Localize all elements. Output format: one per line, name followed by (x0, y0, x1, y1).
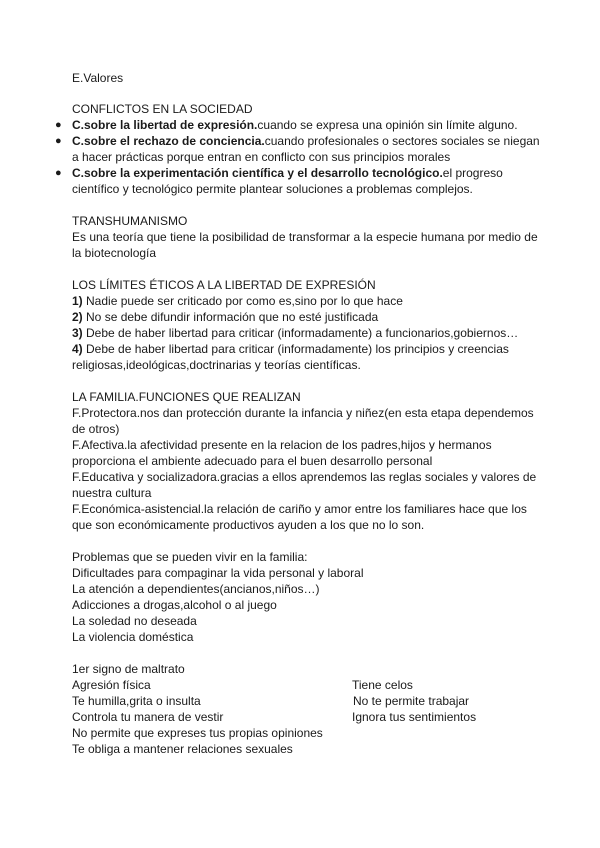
list-item: F.Protectora.nos dan protección durante la infancia y niñez(en esta etapa dependemos de otros) (72, 406, 534, 436)
conflict-title: C.sobre el rechazo de conciencia. (72, 134, 265, 148)
item-number: 1) (72, 294, 83, 308)
item-text: Debe de haber libertad para criticar (informadamente) a funcionarios,gobiernos… (86, 326, 519, 340)
item-number: 2) (72, 310, 83, 324)
list-item (55, 133, 542, 165)
bullet-icon: ● (55, 135, 62, 147)
conflictos-heading-text: CONFLICTOS EN LA SOCIEDAD (72, 102, 253, 116)
item-number: 3) (72, 326, 83, 340)
conflict-description: el progreso científico y tecnológico permite plantear soluciones a problemas complejos. (72, 166, 503, 196)
bullet-icon: ● (55, 119, 62, 131)
conflict-title: C.sobre la libertad de expresión. (72, 118, 258, 132)
list-item (55, 117, 542, 133)
limites-section (72, 277, 542, 373)
conflict-description: cuando se expresa una opinión sin límite alguno. (257, 118, 518, 132)
item-text: Debe de haber libertad para criticar (informadamente) los principios y creencias religiosas,ideológicas,doctrinarias y teorías científicas. (72, 342, 509, 372)
list-item: Agresión física (72, 678, 151, 692)
conflict-description: cuando profesionales o sectores sociales se niegan a hacer prácticas porque entran en conflicto con sus principios morales (72, 134, 540, 164)
transhumanismo-text: Es una teoría que tiene la posibilidad de transformar a la especie humana por medio de la biotecnología (72, 230, 538, 260)
section-title-text: E.Valores (72, 71, 124, 85)
section-title (72, 70, 542, 86)
problemas-heading: Problemas que se pueden vivir en la familia: (72, 550, 308, 564)
list-item: Te humilla,grita o insulta (72, 694, 201, 708)
list-item: No permite que expreses tus propias opiniones (72, 726, 323, 740)
list-item: La atención a dependientes(ancianos,niños…) (72, 582, 320, 596)
familia-heading: LA FAMILIA.FUNCIONES QUE REALIZAN (72, 390, 301, 404)
item-number: 4) (72, 342, 83, 356)
list-item: F.Afectiva.la afectividad presente en la relacion de los padres,hijos y hermanos proporciona el ambiente adecuado para el buen desarrollo personal (72, 438, 492, 468)
bullet-icon: ● (55, 167, 62, 179)
conflictos-list (55, 117, 542, 197)
list-item: Tiene celos (352, 678, 413, 692)
list-item: F.Educativa y socializadora.gracias a ellos aprendemos las reglas sociales y valores de nuestra cultura (72, 470, 537, 500)
transhumanismo-section (72, 213, 542, 261)
item-text: Nadie puede ser criticado por como es,sino por lo que hace (86, 294, 403, 308)
list-item (55, 165, 542, 197)
list-item: F.Económica-asistencial.la relación de cariño y amor entre los familiares hace que los que son económicamente productivos ayuden a los que no lo son. (72, 502, 527, 532)
list-item: La violencia doméstica (72, 630, 194, 644)
list-item: Ignora tus sentimientos (352, 710, 477, 724)
list-item: Te obliga a mantener relaciones sexuales (72, 742, 293, 756)
list-item: La soledad no deseada (72, 614, 197, 628)
list-item: Dificultades para compaginar la vida personal y laboral (72, 566, 364, 580)
list-item (72, 309, 542, 325)
familia-section (72, 389, 542, 533)
transhumanismo-heading: TRANSHUMANISMO (72, 214, 188, 228)
conflict-title: C.sobre la experimentación científica y el desarrollo tecnológico. (72, 166, 443, 180)
list-item: Controla tu manera de vestir (72, 710, 224, 724)
list-item: Adicciones a drogas,alcohol o al juego (72, 598, 277, 612)
maltrato-right-column (352, 677, 476, 725)
maltrato-heading: 1er signo de maltrato (72, 662, 185, 676)
limites-heading: LOS LÍMITES ÉTICOS A LA LIBERTAD DE EXPRESIÓN (72, 278, 376, 292)
problemas-section (72, 549, 542, 645)
item-text: No se debe difundir información que no esté justificada (86, 310, 379, 324)
list-item (72, 341, 542, 373)
list-item (72, 293, 542, 309)
conflictos-heading (72, 101, 542, 117)
list-item: No te permite trabajar (353, 694, 470, 708)
list-item (72, 325, 542, 341)
